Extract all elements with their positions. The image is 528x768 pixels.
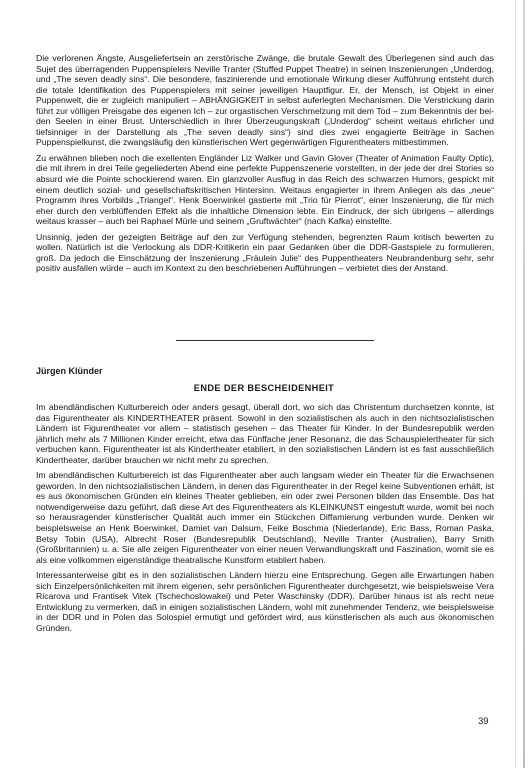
paragraph: Die verlorenen Ängste, Ausgeliefertsein an zerstörische Zwänge, die brutale Gewalt des Überlegenen sind auch das Sujet des überragenden Puppenspielers Neville Tranter (Stuffed Puppet Theatre) in seinen Inszenierungen „Underdog, und „The seven deadly sins“. Die besondere, faszinierende und emotionale Wirkung dieser Aufführung entsteht durch die totale Identifikation des Puppenspielers mit seiner jeweiligen Hauptfigur. Er, der Mensch, ist Objekt in einer Puppenwelt, die er zugleich manipuliert – ABHÄNGIGKEIT in selbst auferlegten Mechanismen. Die Verstrickung darin führt zur völligen Preisgabe des eigenen Ich – zur orgastischen Verschmelzung mit dem Tod – zum Bekenntnis der beiden Seelen in einer Brust. Unterschiedlich in ihrer Überzeugungskraft („Underdog“ scheint weitaus ehrlicher und tiefsinniger in der Darstellung als „The seven deadly sins“) sind dies zwei engagierte Beiträge in Sachen Puppenspielkunst, die zwangsläufig den künstlerischen Wert gegenwärtigen Figurentheaters mitbestimmen. bbox=[36, 53, 494, 148]
article-body bbox=[36, 402, 494, 638]
page-number: 39 bbox=[478, 716, 489, 727]
paragraph: Interessanterweise gibt es in den sozialistischen Ländern hierzu eine Entsprechung. Gegen alle Erwartungen haben sich Einzelpersönlichkeiten mit ihrem eigenen, sehr persönlichen Figurentheater durchgesetzt, wie beispielsweise Vera Ricarova und Frantisek Vitek (Tschechoslowakei) und Peter Waschinsky (DDR). Darüber hinaus ist als recht neue Entwicklung zu vermerken, daß in einigen sozialistischen Ländern, wohl mit zunehmender Tendenz, wie beispielsweise in der DDR und in Polen das Solospiel ermutigt und gefördert wird, aus künstlerischen als auch aus ökonomischen Gründen. bbox=[36, 570, 494, 633]
article-title: ENDE DER BESCHEIDENHEIT bbox=[193, 383, 335, 393]
section-divider bbox=[176, 340, 374, 341]
paragraph: Im abendländischen Kulturbereich oder anders gesagt, überall dort, wo sich das Christentum durchsetzen konnte, ist das Figurentheater als KINDERTHEATER präsent. Sowohl in den sozialistischen als auch in den nichtsozialistischen Ländern ist Figurentheater vor allem – statistisch gesehen – das Theater für Kinder. In der Bundesrepublik werden jährlich mehr als 7 Millionen Kinder erreicht, etwa das Fünffache jener Resonanz, die das Schauspielertheater für sich verbuchen kann. Figurentheater ist als Kindertheater etabliert, in den sozialistischen Ländern ist es fast ausschließlich Kindertheater, darüber brauchen wir nicht mehr zu sprechen. bbox=[36, 402, 494, 465]
review-continuation-text bbox=[36, 53, 494, 279]
paragraph: Unsinnig, jeden der gezeigten Beiträge auf den zur Verfügung stehenden, begrenzten Raum kritisch bewerten zu wollen. Natürlich ist die Verlockung als DDR-Kritikerin ein paar Gedanken über die DDR-Gastspiele zu formulieren, groß. Da jedoch die Einschätzung der Inszenierung „Fräulein Julie“ des Puppentheaters Neubrandenburg sehr, sehr positiv ausfallen würde – auch im Kontext zu den beschriebenen Aufführungen – verbietet dies der Anstand. bbox=[36, 231, 494, 274]
article-author: Jürgen Klünder bbox=[36, 366, 103, 376]
paragraph: Im abendländischen Kulturbereich ist das Figurentheater aber auch langsam wieder ein Theater für die Erwachsenen geworden. In den nichtsozialistischen Ländern, in denen das Figurentheater in der Regel keine Subventionen erhält, ist es aus ökonomischen Gründen ein kleines Theater geblieben, ein oder zwei Personen bilden das Ensemble. Das hat notwendigerweise dazu geführt, daß diese Art des Figurentheaters als KLEINKUNST eingestuft wurde, womit bei noch so herausragender künstlerischer Qualität auch immer ein Stückchen Diffamierung verbunden wurde. Denken wir beispielsweise an Henk Boerwinkel, Damiet van Dalsum, Feike Boschma (Niederlande), Eric Bass, Roman Paska, Betsy Tobin (USA), Albrecht Roser (Bundesrepublik Deutschland), Neville Tranter (Australien), Barry Smith (Großbritannien) u. a. Sie alle zeigen Figurentheater von einer neuen Verwandlungskraft und Faszination, womit sie es als eine vollkommen eigenständige theatralische Kunstform etabliert haben. bbox=[36, 470, 494, 565]
paragraph: Zu erwähnen blieben noch die exellenten Engländer Liz Walker und Gavin Glover (Theater of Animation Faulty Optic), die mit ihrem in drei Teile gegeliederten Abend eine perfekte Puppenszenerie vorstellten, in der jede der drei Stories so absurd wie die Pointe schockierend waren. Ein glanzvoller Ausflug in das Reich des schwarzen Humors, gespickt mit einem deutlich sozial- und gesellschaftskritischen Hintersinn. Weitaus engagierter in ihrem Anliegen als das „neue“ Programm ihres Vorbilds „Triangel“. Henk Boerwinkel gastierte mit „Trio für Pierrot“, einer Inszenierung, die für mich eher durch den verblüffenden Effekt als die inhaltliche Dimension lebte. Ein Eindruck, der sich übrigens – allerdings weitaus krasser – auch bei Raphael Mürle und seinem „Gruftwächter“ (nach Kafka) einstellte. bbox=[36, 152, 494, 227]
